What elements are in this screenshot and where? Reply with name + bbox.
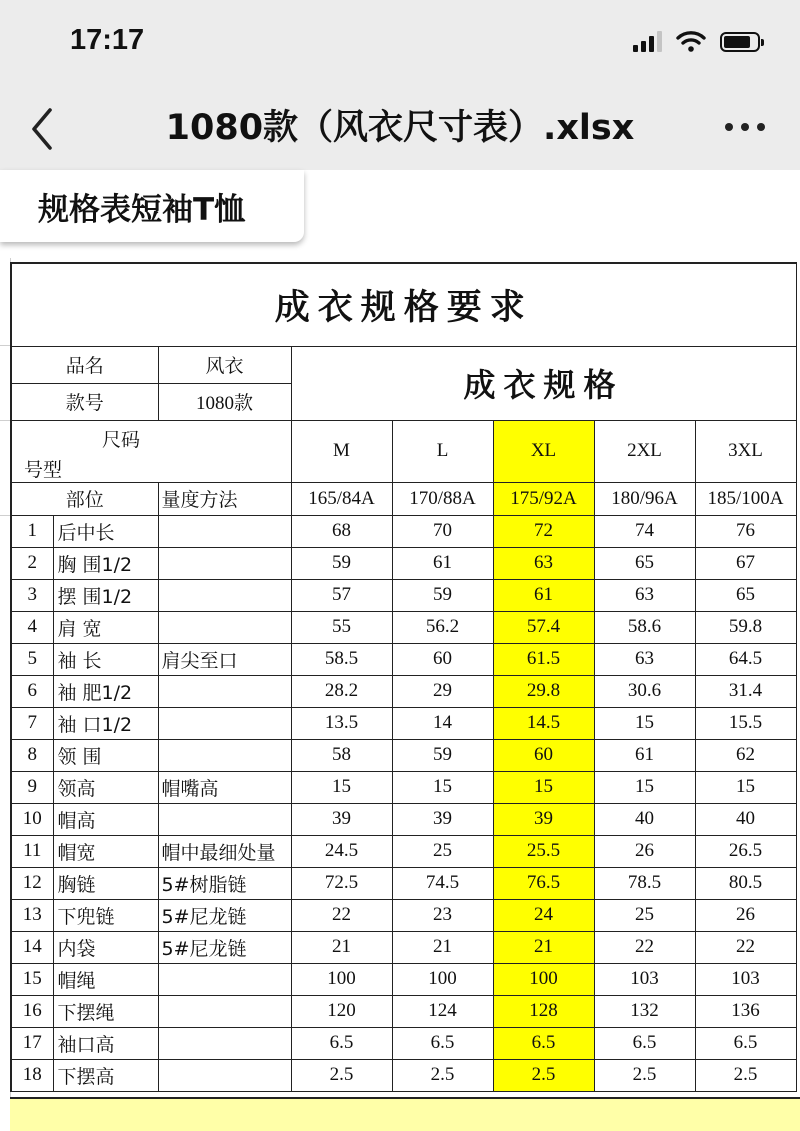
size-value: 6.5 (493, 1027, 594, 1059)
size-value: 25.5 (493, 835, 594, 867)
size-value: 72.5 (291, 867, 392, 899)
size-value: 2.5 (594, 1059, 695, 1091)
wifi-icon (676, 30, 706, 52)
part-name: 后中长 (53, 515, 158, 547)
part-name: 帽绳 (53, 963, 158, 995)
measure-method: 5#尼龙链 (158, 931, 291, 963)
size-value: 6.5 (594, 1027, 695, 1059)
measurement-row (11, 611, 796, 643)
size-value: 56.2 (392, 611, 493, 643)
row-number: 4 (11, 611, 53, 643)
size-value: 14.5 (493, 707, 594, 739)
size-value: 62 (695, 739, 796, 771)
size-value: 76.5 (493, 867, 594, 899)
model-header-xl: 175/92A (493, 482, 594, 515)
spreadsheet[interactable] (10, 262, 797, 1092)
size-value: 61 (594, 739, 695, 771)
measure-method (158, 995, 291, 1027)
measurement-row (11, 643, 796, 675)
measurement-row (11, 707, 796, 739)
row-number: 12 (11, 867, 53, 899)
row-number: 11 (11, 835, 53, 867)
size-value: 63 (493, 547, 594, 579)
size-value: 15 (594, 771, 695, 803)
size-value: 15 (392, 771, 493, 803)
size-value: 100 (291, 963, 392, 995)
row-number: 13 (11, 899, 53, 931)
measurement-row (11, 835, 796, 867)
row-number: 10 (11, 803, 53, 835)
size-value: 65 (594, 547, 695, 579)
size-value: 13.5 (291, 707, 392, 739)
size-value: 40 (594, 803, 695, 835)
size-value: 15 (594, 707, 695, 739)
row-number: 6 (11, 675, 53, 707)
status-icons (633, 30, 760, 52)
size-value: 61.5 (493, 643, 594, 675)
size-value: 59.8 (695, 611, 796, 643)
measurement-row (11, 1059, 796, 1091)
size-value: 59 (392, 579, 493, 611)
size-value: 124 (392, 995, 493, 1027)
size-value: 31.4 (695, 675, 796, 707)
part-name: 帽宽 (53, 835, 158, 867)
size-value: 80.5 (695, 867, 796, 899)
status-time: 17:17 (70, 24, 145, 56)
size-header-l: L (392, 420, 493, 482)
measurement-row (11, 739, 796, 771)
size-value: 74 (594, 515, 695, 547)
size-value: 58.5 (291, 643, 392, 675)
size-value: 24.5 (291, 835, 392, 867)
part-name: 帽高 (53, 803, 158, 835)
measure-method (158, 547, 291, 579)
size-value: 136 (695, 995, 796, 1027)
size-value: 15 (291, 771, 392, 803)
model-header-3xl: 185/100A (695, 482, 796, 515)
size-value: 29 (392, 675, 493, 707)
measure-method (158, 579, 291, 611)
size-value: 2.5 (291, 1059, 392, 1091)
size-value: 60 (493, 739, 594, 771)
row-number: 2 (11, 547, 53, 579)
part-name: 胸 围1/2 (53, 547, 158, 579)
measure-method: 肩尖至口 (158, 643, 291, 675)
measure-method (158, 1059, 291, 1091)
part-name: 袖 长 (53, 643, 158, 675)
size-value: 63 (594, 579, 695, 611)
size-value: 72 (493, 515, 594, 547)
size-value: 2.5 (392, 1059, 493, 1091)
size-value: 6.5 (392, 1027, 493, 1059)
measure-method (158, 515, 291, 547)
size-value: 28.2 (291, 675, 392, 707)
size-value: 25 (392, 835, 493, 867)
measure-method: 帽中最细处量 (158, 835, 291, 867)
size-value: 6.5 (291, 1027, 392, 1059)
measurement-row (11, 867, 796, 899)
measure-method: 5#树脂链 (158, 867, 291, 899)
size-value: 67 (695, 547, 796, 579)
size-value: 21 (392, 931, 493, 963)
size-value: 30.6 (594, 675, 695, 707)
top-bar (0, 0, 800, 170)
row-number: 7 (11, 707, 53, 739)
size-value: 22 (291, 899, 392, 931)
size-value: 23 (392, 899, 493, 931)
style-no-value: 1080款 (158, 383, 291, 420)
size-header-3xl: 3XL (695, 420, 796, 482)
file-title: 1080款（风衣尺寸表）.xlsx (165, 108, 635, 148)
size-value: 15.5 (695, 707, 796, 739)
size-header-m: M (291, 420, 392, 482)
measurement-row (11, 1027, 796, 1059)
measurement-row (11, 771, 796, 803)
size-value: 78.5 (594, 867, 695, 899)
part-label: 部位 (11, 482, 158, 515)
highlighted-bottom-row (10, 1097, 800, 1131)
size-value: 61 (392, 547, 493, 579)
size-value: 63 (594, 643, 695, 675)
size-value: 29.8 (493, 675, 594, 707)
size-value: 100 (392, 963, 493, 995)
measurement-row (11, 803, 796, 835)
size-value: 15 (695, 771, 796, 803)
measurement-row (11, 547, 796, 579)
size-value: 70 (392, 515, 493, 547)
measure-method (158, 611, 291, 643)
size-value: 65 (695, 579, 796, 611)
size-header-label: 尺码 (102, 428, 141, 451)
row-number: 18 (11, 1059, 53, 1091)
size-value: 61 (493, 579, 594, 611)
battery-icon (720, 32, 760, 52)
measurement-row (11, 675, 796, 707)
part-name: 摆 围1/2 (53, 579, 158, 611)
model-header-label: 号型 (24, 458, 63, 481)
measure-method (158, 675, 291, 707)
measurement-row (11, 515, 796, 547)
part-name: 袖 肥1/2 (53, 675, 158, 707)
size-value: 68 (291, 515, 392, 547)
part-name: 袖 口1/2 (53, 707, 158, 739)
size-value: 64.5 (695, 643, 796, 675)
measurement-row (11, 931, 796, 963)
method-label: 量度方法 (158, 482, 291, 515)
part-name: 肩 宽 (53, 611, 158, 643)
size-value: 26 (695, 899, 796, 931)
size-value: 26.5 (695, 835, 796, 867)
size-value: 74.5 (392, 867, 493, 899)
navigation-bar (0, 90, 800, 166)
part-name: 领高 (53, 771, 158, 803)
product-name-value: 风衣 (158, 346, 291, 383)
cellular-signal-icon (633, 30, 662, 52)
product-name-label: 品名 (11, 346, 158, 383)
size-value: 39 (493, 803, 594, 835)
style-no-label: 款号 (11, 383, 158, 420)
part-name: 下摆绳 (53, 995, 158, 1027)
row-number: 3 (11, 579, 53, 611)
size-value: 60 (392, 643, 493, 675)
spec-title: 成衣规格 (291, 346, 796, 420)
model-header-m: 165/84A (291, 482, 392, 515)
sheet-main-title: 成衣规格要求 (11, 263, 796, 346)
size-value: 2.5 (493, 1059, 594, 1091)
measurement-row (11, 899, 796, 931)
measure-method (158, 739, 291, 771)
measure-method: 5#尼龙链 (158, 899, 291, 931)
size-value: 132 (594, 995, 695, 1027)
size-value: 40 (695, 803, 796, 835)
row-number: 15 (11, 963, 53, 995)
measure-method: 帽嘴高 (158, 771, 291, 803)
row-number: 14 (11, 931, 53, 963)
sheet-tab[interactable]: 规格表短袖T恤 (0, 170, 304, 242)
row-number: 17 (11, 1027, 53, 1059)
size-value: 24 (493, 899, 594, 931)
size-value: 76 (695, 515, 796, 547)
measurement-row (11, 995, 796, 1027)
measurement-row (11, 579, 796, 611)
size-value: 103 (594, 963, 695, 995)
size-header-2xl: 2XL (594, 420, 695, 482)
size-value: 58 (291, 739, 392, 771)
size-value: 39 (291, 803, 392, 835)
part-name: 领 围 (53, 739, 158, 771)
part-name: 下摆高 (53, 1059, 158, 1091)
size-value: 120 (291, 995, 392, 1027)
row-number: 1 (11, 515, 53, 547)
size-value: 21 (291, 931, 392, 963)
part-name: 内袋 (53, 931, 158, 963)
size-value: 22 (594, 931, 695, 963)
part-name: 下兜链 (53, 899, 158, 931)
size-value: 6.5 (695, 1027, 796, 1059)
row-number: 8 (11, 739, 53, 771)
size-value: 2.5 (695, 1059, 796, 1091)
part-name: 胸链 (53, 867, 158, 899)
size-value: 128 (493, 995, 594, 1027)
grid-line (0, 420, 10, 421)
measure-method (158, 803, 291, 835)
size-value: 22 (695, 931, 796, 963)
row-number: 9 (11, 771, 53, 803)
measurement-row (11, 963, 796, 995)
size-value: 58.6 (594, 611, 695, 643)
grid-line (0, 345, 10, 346)
size-value: 15 (493, 771, 594, 803)
size-value: 57.4 (493, 611, 594, 643)
size-value: 14 (392, 707, 493, 739)
size-value: 26 (594, 835, 695, 867)
size-value: 55 (291, 611, 392, 643)
size-header-xl: XL (493, 420, 594, 482)
size-model-header (11, 420, 291, 482)
row-number: 5 (11, 643, 53, 675)
size-value: 39 (392, 803, 493, 835)
measure-method (158, 1027, 291, 1059)
model-header-2xl: 180/96A (594, 482, 695, 515)
model-header-l: 170/88A (392, 482, 493, 515)
size-value: 21 (493, 931, 594, 963)
size-value: 103 (695, 963, 796, 995)
row-number: 16 (11, 995, 53, 1027)
size-value: 100 (493, 963, 594, 995)
measure-method (158, 963, 291, 995)
size-value: 59 (392, 739, 493, 771)
part-name: 袖口高 (53, 1027, 158, 1059)
more-dots-icon[interactable] (720, 112, 770, 142)
size-value: 57 (291, 579, 392, 611)
size-spec-table (10, 262, 797, 1092)
size-value: 59 (291, 547, 392, 579)
size-value: 25 (594, 899, 695, 931)
measure-method (158, 707, 291, 739)
grid-line (0, 515, 10, 516)
